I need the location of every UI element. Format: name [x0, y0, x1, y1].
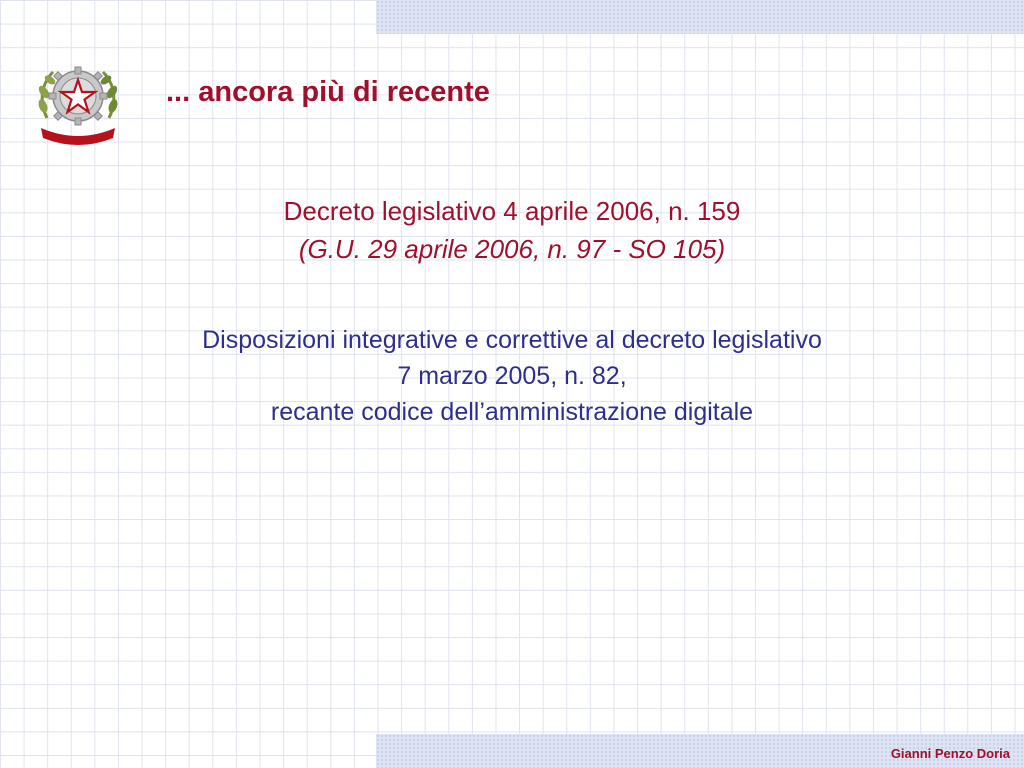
gazzetta-reference: (G.U. 29 aprile 2006, n. 97 - SO 105): [298, 234, 726, 264]
italian-republic-emblem-icon: [33, 58, 123, 146]
description-line-2: 7 marzo 2005, n. 82,: [397, 362, 627, 390]
decree-title: Decreto legislativo 4 aprile 2006, n. 159: [283, 196, 741, 226]
decree-description: [0, 322, 1024, 430]
description-line-3: recante codice dell’amministrazione digitale: [270, 398, 754, 426]
description-line-1: Disposizioni integrative e correttive al decreto legislativo: [202, 326, 822, 354]
slide-title: ... ancora più di recente: [166, 76, 490, 108]
footer-author: Gianni Penzo Doria: [890, 746, 1010, 761]
decree-reference: [0, 192, 1024, 268]
top-decorative-band: [376, 0, 1024, 34]
